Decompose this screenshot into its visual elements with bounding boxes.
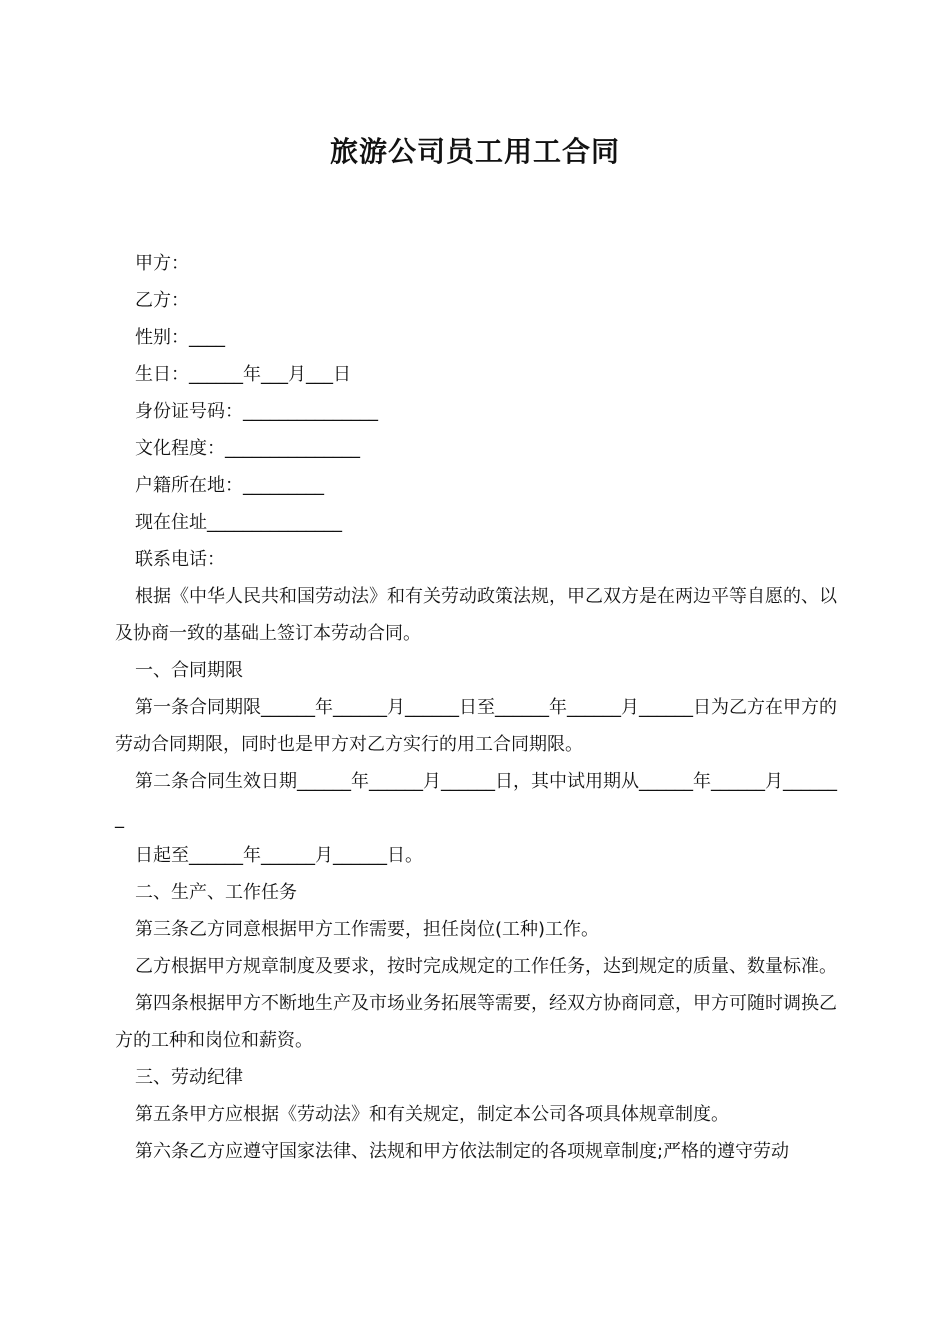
phone-line: 联系电话： (135, 549, 225, 570)
document-title: 旅游公司员工用工合同 (329, 135, 620, 168)
article-2-continuation: 日起至______年______月______日。 (135, 845, 423, 866)
education-line: 文化程度：_______________ (135, 438, 360, 459)
preamble-paragraph: 根据《中华人民共和国劳动法》和有关劳动政策法规，甲乙双方是在两边平等自愿的、以及协商一致的基础上签订本劳动合同。 (115, 586, 837, 644)
document-body (115, 245, 840, 1170)
party-b-line: 乙方： (135, 290, 189, 311)
article-2-paragraph: 第二条合同生效日期______年______月______日，其中试用期从______年______月_______ (115, 771, 837, 829)
id-number-line: 身份证号码：_______________ (135, 401, 378, 422)
article-1-paragraph: 第一条合同期限______年______月______日至______年______月______日为乙方在甲方的劳动合同期限，同时也是甲方对乙方实行的用工合同期限。 (115, 697, 837, 755)
section-heading-term: 一、合同期限 (135, 660, 243, 681)
article-6-paragraph: 第六条乙方应遵守国家法律、法规和甲方依法制定的各项规章制度;严格的遵守劳动 (135, 1141, 790, 1162)
article-4-paragraph: 第四条根据甲方不断地生产及市场业务拓展等需要，经双方协商同意，甲方可随时调换乙方的工种和岗位和薪资。 (115, 993, 837, 1051)
current-address-line: 现在住址_______________ (135, 512, 342, 533)
birthday-line: 生日：______年___月___日 (135, 364, 351, 385)
article-5-paragraph: 第五条甲方应根据《劳动法》和有关规定，制定本公司各项具体规章制度。 (135, 1104, 729, 1125)
household-registration-line: 户籍所在地：_________ (135, 475, 324, 496)
gender-line: 性别：____ (135, 327, 225, 348)
party-a-line: 甲方： (135, 253, 189, 274)
section-heading-discipline: 三、劳动纪律 (135, 1067, 243, 1088)
article-3-detail-paragraph: 乙方根据甲方规章制度及要求，按时完成规定的工作任务，达到规定的质量、数量标准。 (135, 956, 837, 977)
article-3-paragraph: 第三条乙方同意根据甲方工作需要，担任岗位(工种)工作。 (135, 919, 600, 940)
section-heading-tasks: 二、生产、工作任务 (135, 882, 297, 903)
